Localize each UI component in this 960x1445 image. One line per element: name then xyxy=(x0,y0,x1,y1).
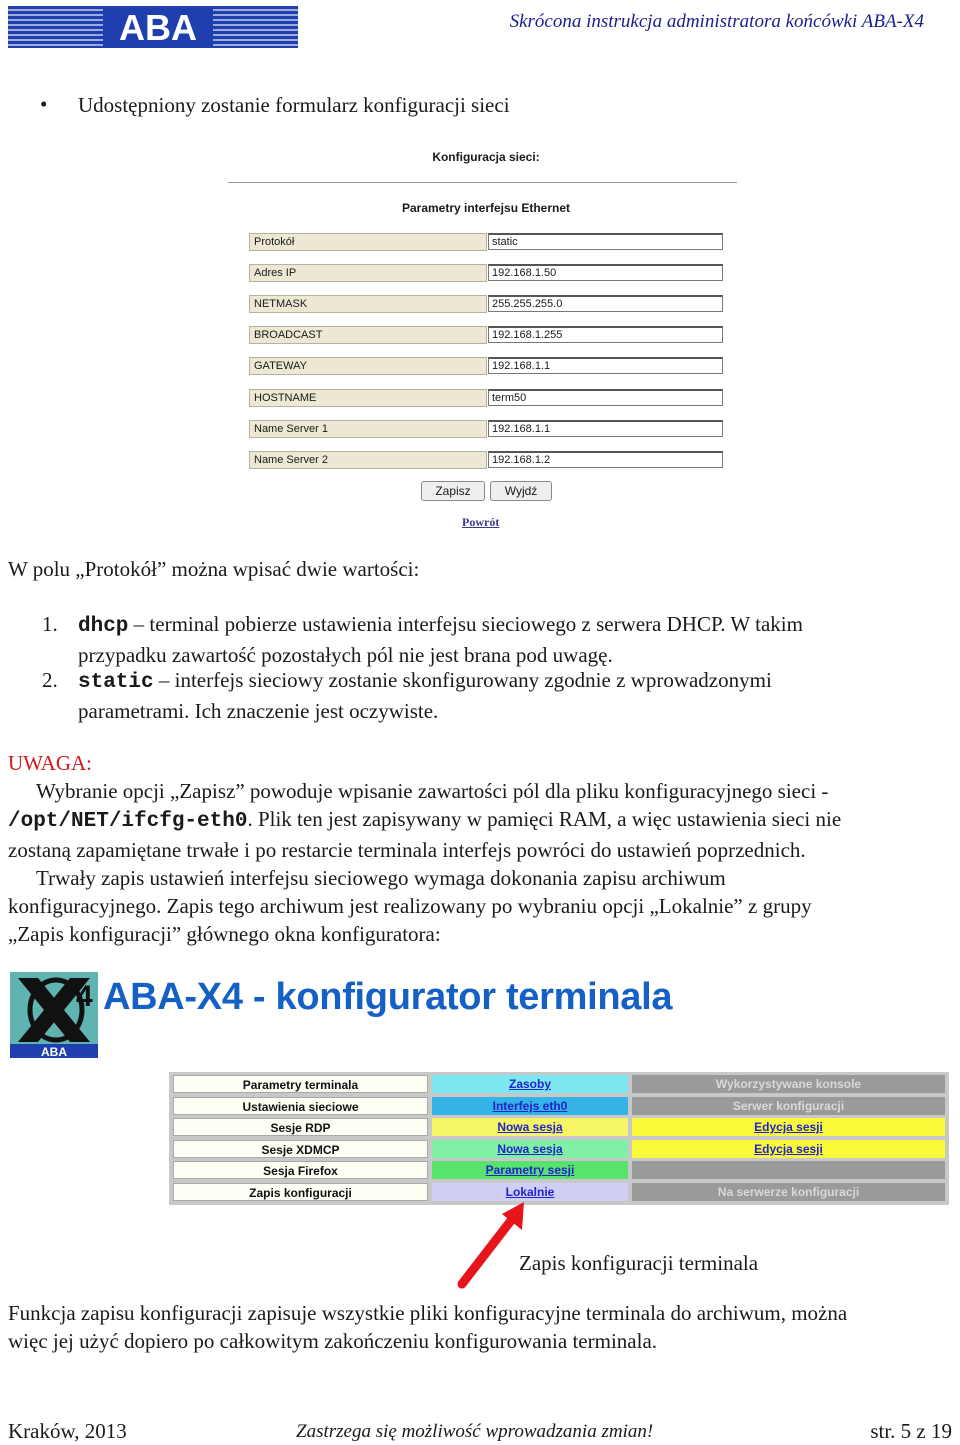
configurator-menu xyxy=(169,1072,949,1205)
menu-group-label: Sesja Firefox xyxy=(173,1161,428,1179)
form-row xyxy=(249,389,724,407)
protocol-intro: W polu „Protokół” można wpisać dwie wartości: xyxy=(8,557,420,581)
menu-extra-cell xyxy=(632,1161,945,1179)
red-arrow-icon xyxy=(450,1196,540,1292)
list-item-text: – terminal pobierze ustawienia interfejsu sieciowego z serwera DHCP. W takim xyxy=(128,612,803,636)
broadcast-input[interactable]: 192.168.1.255 xyxy=(488,326,723,343)
back-link[interactable]: Powrót xyxy=(462,515,500,529)
form-row xyxy=(249,451,724,469)
name-server-1-input[interactable]: 192.168.1.1 xyxy=(488,420,723,437)
field-label: BROADCAST xyxy=(249,326,487,344)
ip-address-input[interactable]: 192.168.1.50 xyxy=(488,264,723,281)
menu-group-label: Ustawienia sieciowe xyxy=(173,1097,428,1115)
menu-option-cell xyxy=(432,1097,628,1115)
menu-group-label: Sesje RDP xyxy=(173,1118,428,1136)
field-label: Name Server 1 xyxy=(249,420,487,438)
closing-line: więc jej użyć dopiero po całkowitym zakończeniu konfigurowania terminala. xyxy=(8,1329,658,1353)
form-row xyxy=(249,420,724,438)
menu-group-label: Sesje XDMCP xyxy=(173,1140,428,1158)
field-label: GATEWAY xyxy=(249,357,487,375)
field-label: Name Server 2 xyxy=(249,451,487,469)
menu-option-cell xyxy=(432,1118,628,1136)
warning-line: Trwały zapis ustawień interfejsu sieciowego wymaga dokonania zapisu archiwum xyxy=(36,866,726,890)
form-divider xyxy=(228,182,737,183)
footer-location-year: Kraków, 2013 xyxy=(8,1419,127,1443)
list-item-text: parametrami. Ich znaczenie jest oczywiste. xyxy=(78,699,439,723)
menu-option-cell xyxy=(432,1140,628,1158)
menu-extra-cell: Serwer konfiguracji xyxy=(632,1097,945,1115)
menu-option-link[interactable]: Nowa sesja xyxy=(497,1141,563,1156)
list-number: 1. xyxy=(42,612,58,636)
protocol-input[interactable]: static xyxy=(488,233,723,250)
menu-option-cell xyxy=(432,1161,628,1179)
aba-logo-icon xyxy=(8,6,298,48)
footer-page-number: str. 5 z 19 xyxy=(870,1419,952,1443)
svg-text:ABA: ABA xyxy=(119,7,197,48)
form-row xyxy=(249,326,724,344)
netmask-input[interactable]: 255.255.255.0 xyxy=(488,295,723,312)
name-server-2-input[interactable]: 192.168.1.2 xyxy=(488,451,723,468)
menu-group-label: Parametry terminala xyxy=(173,1075,428,1093)
code-dhcp: dhcp xyxy=(78,615,129,638)
svg-text:ABA: ABA xyxy=(41,1045,67,1058)
config-file-path: /opt/NET/ifcfg-eth0 xyxy=(8,810,248,833)
closing-paragraph xyxy=(8,1299,958,1355)
warning-label: UWAGA: xyxy=(8,751,92,775)
menu-option-link[interactable]: Interfejs eth0 xyxy=(492,1098,568,1113)
code-static: static xyxy=(78,671,154,694)
arrow-caption: Zapis konfiguracji terminala xyxy=(519,1251,759,1275)
menu-option-cell xyxy=(432,1075,628,1093)
intro-bullet-text: Udostępniony zostanie formularz konfiguracji sieci xyxy=(78,93,510,117)
gateway-input[interactable]: 192.168.1.1 xyxy=(488,357,723,374)
form-row xyxy=(249,264,724,282)
menu-extra-cell: Wykorzystywane konsole xyxy=(632,1075,945,1093)
exit-button[interactable]: Wyjdź xyxy=(490,481,552,501)
field-label: Adres IP xyxy=(249,264,487,282)
form-row xyxy=(249,233,724,251)
form-row xyxy=(249,295,724,313)
list-item xyxy=(78,610,938,669)
menu-extra-link[interactable]: Edycja sesji xyxy=(754,1141,823,1156)
warning-text xyxy=(8,777,958,948)
menu-group-label: Zapis konfiguracji xyxy=(173,1183,428,1201)
save-button[interactable]: Zapisz xyxy=(421,481,485,501)
x4-logo-icon xyxy=(10,972,98,1058)
bullet-icon: • xyxy=(40,92,48,116)
aba-logo xyxy=(8,6,298,48)
warning-line: zostaną zapamiętane trwałe i po restarcie terminala interfejs powróci do ustawień poprzednich. xyxy=(8,838,806,862)
configurator-title: ABA-X4 - konfigurator terminala xyxy=(103,976,673,1018)
field-label: NETMASK xyxy=(249,295,487,313)
footer-disclaimer: Zastrzega się możliwość wprowadzania zmian! xyxy=(296,1421,654,1442)
warning-line: „Zapis konfiguracji” głównego okna konfiguratora: xyxy=(8,922,441,946)
warning-line: konfiguracyjnego. Zapis tego archiwum jest realizowany po wybraniu opcji „Lokalnie” z grupy xyxy=(8,894,812,918)
list-item-text: przypadku zawartość pozostałych pól nie jest brana pod uwagę. xyxy=(78,643,613,667)
menu-extra-cell: Na serwerze konfiguracji xyxy=(632,1183,945,1201)
field-label: Protokół xyxy=(249,233,487,251)
list-item-text: – interfejs sieciowy zostanie skonfigurowany zgodnie z wprowadzonymi xyxy=(153,668,772,692)
menu-extra-cell xyxy=(632,1118,945,1136)
menu-option-link[interactable]: Parametry sesji xyxy=(485,1163,575,1178)
warning-line: /opt/NET/ifcfg-eth0. Plik ten jest zapisywany w pamięci RAM, a więc ustawienia sieci nie xyxy=(8,807,842,833)
menu-extra-cell xyxy=(632,1140,945,1158)
menu-option-link[interactable]: Nowa sesja xyxy=(497,1120,563,1135)
list-number: 2. xyxy=(42,668,58,692)
form-subtitle: Parametry interfejsu Ethernet xyxy=(401,201,571,215)
menu-option-link[interactable]: Zasoby xyxy=(508,1077,551,1091)
form-title: Konfiguracja sieci: xyxy=(432,150,540,164)
menu-extra-link[interactable]: Edycja sesji xyxy=(754,1120,823,1135)
warning-line: Wybranie opcji „Zapisz” powoduje wpisanie zawartości pól dla pliku konfiguracyjnego sieci - xyxy=(36,779,829,803)
document-header-title: Skrócona instrukcja administratora końcówki ABA-X4 xyxy=(509,11,924,32)
list-item xyxy=(78,666,938,725)
field-label: HOSTNAME xyxy=(249,389,487,407)
x4-logo xyxy=(10,972,98,1058)
hostname-input[interactable]: term50 xyxy=(488,389,723,406)
form-row xyxy=(249,357,724,375)
closing-line: Funkcja zapisu konfiguracji zapisuje wszystkie pliki konfiguracyjne terminala do archiwum, można xyxy=(8,1301,848,1325)
menu-option-link[interactable]: Lokalnie xyxy=(505,1185,555,1199)
svg-text:4: 4 xyxy=(76,980,93,1013)
